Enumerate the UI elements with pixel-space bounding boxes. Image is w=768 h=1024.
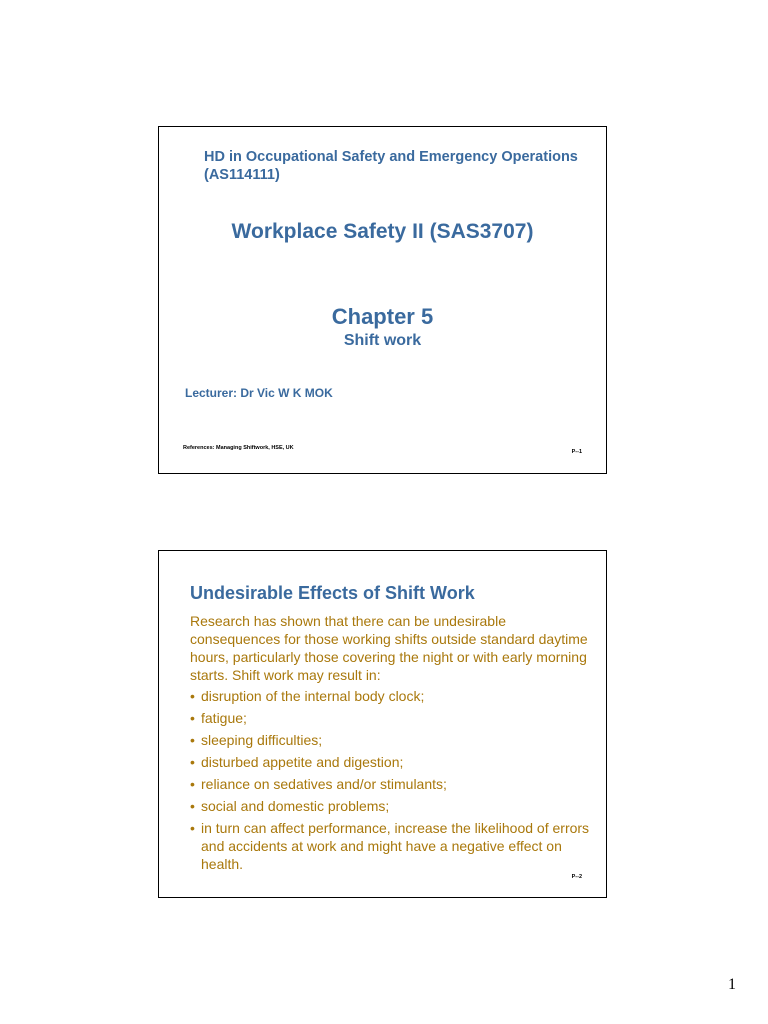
slide-2 <box>158 550 607 898</box>
course-title: Workplace Safety II (SAS3707) <box>231 220 534 243</box>
page-number: 1 <box>728 976 736 993</box>
slide-page-label: P--2 <box>571 874 582 880</box>
effects-list <box>190 687 590 873</box>
program-title: HD in Occupational Safety and Emergency Operations (AS114111) <box>204 149 578 183</box>
list-item: • reliance on sedatives and/or stimulants; <box>190 776 447 792</box>
bullet-icon: • <box>190 776 195 792</box>
intro-paragraph: Research has shown that there can be undesirable consequences for those working shifts outside standard daytime hours, particularly those covering the night or with early morning starts. Shift work may result in: <box>190 613 588 683</box>
slide-1 <box>158 126 607 474</box>
references-note: References: Managing Shiftwork, HSE, UK <box>183 445 294 451</box>
list-item: • fatigue; <box>190 710 247 726</box>
chapter-subtitle: Shift work <box>343 332 422 349</box>
slide-page-label: P--1 <box>571 449 582 455</box>
chapter-title: Chapter 5 <box>331 304 434 329</box>
bullet-icon: • <box>190 688 195 704</box>
list-item: • in turn can affect performance, increase the likelihood of errors and accidents at work and might have a negative effect on health. <box>190 820 590 872</box>
bullet-icon: • <box>190 754 195 770</box>
bullet-icon: • <box>190 798 195 814</box>
bullet-icon: • <box>190 820 195 836</box>
list-item: • social and domestic problems; <box>190 798 390 814</box>
lecturer-line: Lecturer: Dr Vic W K MOK <box>185 386 333 400</box>
list-item: • sleeping difficulties; <box>190 732 323 748</box>
bullet-icon: • <box>190 710 195 726</box>
bullet-icon: • <box>190 732 195 748</box>
list-item: • disruption of the internal body clock; <box>190 688 425 704</box>
list-item: • disturbed appetite and digestion; <box>190 754 404 770</box>
slide-title: Undesirable Effects of Shift Work <box>190 583 475 603</box>
slide-body <box>190 612 590 877</box>
